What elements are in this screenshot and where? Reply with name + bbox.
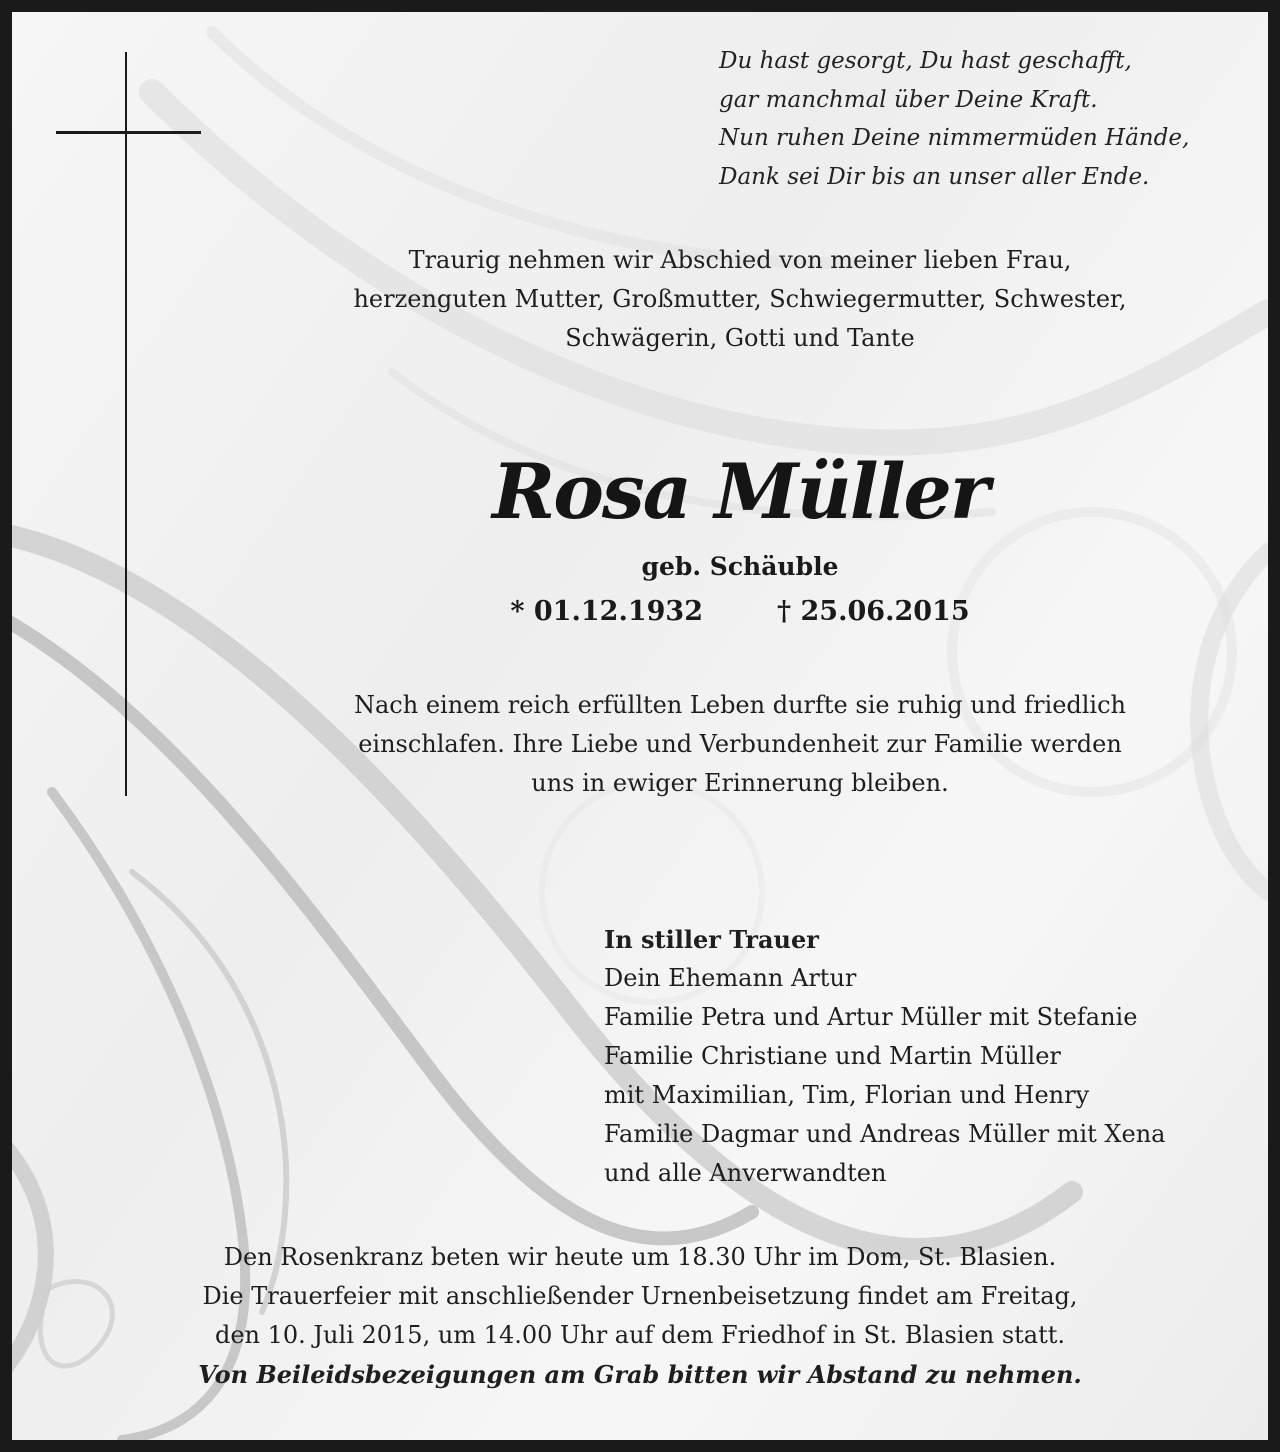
death-date: † 25.06.2015 (777, 596, 970, 627)
funeral-line: Den Rosenkranz beten wir heute um 18.30 Uhr im Dom, St. Blasien. (223, 1243, 1057, 1271)
mourners-list (604, 920, 1254, 1193)
poem-line: Nun ruhen Deine nimmermüden Hände, (719, 125, 1190, 151)
cross-icon-bar (56, 131, 201, 134)
poem-line: Du hast gesorgt, Du hast geschafft, (719, 48, 1132, 74)
intro-line: Traurig nehmen wir Abschied von meiner lieben Frau, (408, 246, 1072, 274)
poem-line: gar manchmal über Deine Kraft. (719, 86, 1098, 113)
cross-icon (125, 52, 127, 796)
funeral-line: den 10. Juli 2015, um 14.00 Uhr auf dem Friedhof in St. Blasien statt. (214, 1321, 1066, 1349)
deceased-name: Rosa Müller (492, 447, 988, 536)
poem-line: Dank sei Dir bis an unser aller Ende. (719, 163, 1150, 190)
life-dates (240, 593, 1240, 631)
life-line: einschlafen. Ihre Liebe und Verbundenheit zur Familie werden (358, 730, 1122, 758)
poem (719, 42, 1259, 196)
maiden-name: geb. Schäuble (641, 552, 839, 581)
funeral-info (90, 1238, 1190, 1394)
obituary-card (12, 12, 1268, 1440)
life-text (240, 686, 1240, 803)
life-line: Nach einem reich erfüllten Leben durfte sie ruhig und friedlich (353, 691, 1127, 719)
intro-line: Schwägerin, Gotti und Tante (565, 324, 915, 352)
life-line: uns in ewiger Erinnerung bleiben. (531, 769, 949, 797)
mourner-line: Familie Dagmar und Andreas Müller mit Xena (604, 1120, 1166, 1148)
mourner-line: und alle Anverwandten (604, 1159, 887, 1187)
mourner-line: mit Maximilian, Tim, Florian und Henry (604, 1081, 1090, 1109)
intro-line: herzenguten Mutter, Großmutter, Schwiegermutter, Schwester, (353, 285, 1127, 313)
mourners-heading: In stiller Trauer (604, 925, 819, 954)
condolence-request: Von Beileidsbezeigungen am Grab bitten wir Abstand zu nehmen. (198, 1360, 1082, 1389)
birth-date: * 01.12.1932 (510, 596, 703, 627)
funeral-line: Die Trauerfeier mit anschließender Urnenbeisetzung findet am Freitag, (202, 1282, 1078, 1310)
mourner-line: Familie Petra und Artur Müller mit Stefanie (604, 1003, 1138, 1031)
mourner-line: Familie Christiane und Martin Müller (604, 1042, 1061, 1070)
mourner-line: Dein Ehemann Artur (604, 964, 857, 992)
intro-text (240, 241, 1240, 358)
